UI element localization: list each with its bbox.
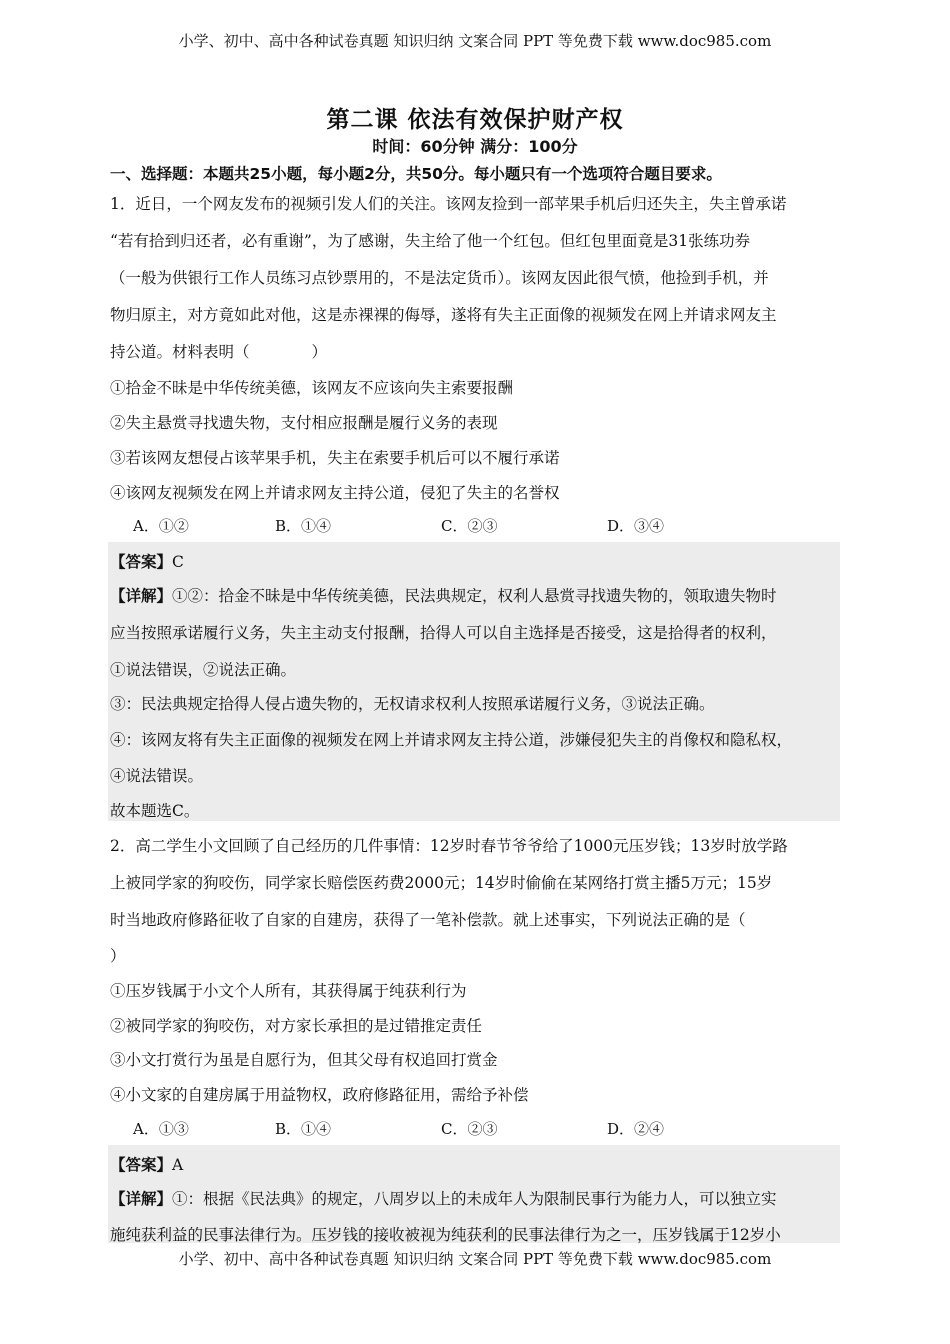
q2-statement: ②被同学家的狗咬伤，对方家长承担的是过错推定责任: [110, 1017, 483, 1035]
q1-options: [133, 515, 833, 537]
option-a[interactable]: A．①②: [133, 517, 189, 535]
q2-options: [133, 1118, 833, 1140]
q2-explain: [110, 1187, 777, 1209]
q1-explain: [110, 584, 777, 606]
option-d[interactable]: D．②④: [607, 1120, 665, 1138]
page-title: 第二课 依法有效保护财产权: [326, 107, 624, 133]
option-a[interactable]: A．①③: [133, 1120, 189, 1138]
q1-statement: ②失主悬赏寻找遗失物，支付相应报酬是履行义务的表现: [110, 414, 498, 432]
option-b[interactable]: B．①④: [275, 1120, 332, 1138]
option-d[interactable]: D．③④: [607, 517, 665, 535]
q1-line: 物归原主，对方竟如此对他，这是赤裸裸的侮辱，遂将有失主正面像的视频发在网上并请求网友主: [110, 306, 777, 324]
q1-explain-line: ④：该网友将有失主正面像的视频发在网上并请求网友主持公道，涉嫌侵犯失主的肖像权和隐私权，: [110, 731, 793, 749]
q2-answer: [110, 1153, 183, 1175]
q2-statement: ③小文打赏行为虽是自愿行为，但其父母有权追回打赏金: [110, 1051, 498, 1069]
q1-statement: ③若该网友想侵占该苹果手机，失主在索要手机后可以不履行承诺: [110, 449, 560, 467]
q2-statement: ④小文家的自建房属于用益物权，政府修路征用，需给予补偿: [110, 1086, 529, 1104]
section-heading: 一、选择题：本题共25小题，每小题2分，共50分。每小题只有一个选项符合题目要求。: [110, 165, 722, 183]
q1-statement: ④该网友视频发在网上并请求网友主持公道，侵犯了失主的名誉权: [110, 484, 560, 502]
q2-line: ）: [110, 947, 126, 965]
explain-label: 【详解】: [110, 1190, 173, 1208]
explain-text: ①：根据《民法典》的规定，八周岁以上的未成年人为限制民事行为能力人，可以独立实: [172, 1190, 777, 1208]
q1-line: 1．近日，一个网友发布的视频引发人们的关注。该网友捡到一部苹果手机后归还失主，失主曾承诺: [110, 195, 787, 213]
option-b[interactable]: B．①④: [275, 517, 332, 535]
explain-label: 【详解】: [110, 587, 173, 605]
q2-line: 上被同学家的狗咬伤，同学家长赔偿医药费2000元；14岁时偷偷在某网络打赏主播5万元；15岁: [110, 874, 773, 892]
q1-answer: [110, 550, 184, 572]
page-header: 小学、初中、高中各种试卷真题 知识归纳 文案合同 PPT 等免费下载 www.doc985.com: [178, 32, 772, 50]
q2-statement: ①压岁钱属于小文个人所有，其获得属于纯获利行为: [110, 982, 467, 1000]
option-c[interactable]: C．②③: [441, 1120, 498, 1138]
q1-explain-line: ③：民法典规定拾得人侵占遗失物的，无权请求权利人按照承诺履行义务，③说法正确。: [110, 695, 715, 713]
q1-explain-line: ④说法错误。: [110, 767, 204, 785]
q2-explain-line: 施纯获利益的民事法律行为。压岁钱的接收被视为纯获利的民事法律行为之一，压岁钱属于12岁小: [110, 1226, 781, 1244]
answer-label: 【答案】: [110, 553, 173, 571]
answer-value: A: [172, 1156, 184, 1174]
explain-text: ①②：拾金不昧是中华传统美德，民法典规定，权利人悬赏寻找遗失物的，领取遗失物时: [172, 587, 777, 605]
q1-explain-line: 故本题选C。: [110, 802, 200, 820]
q2-line: 2．高二学生小文回顾了自己经历的几件事情：12岁时春节爷爷给了1000元压岁钱；13岁时放学路: [110, 837, 788, 855]
q1-explain-line: 应当按照承诺履行义务，失主主动支付报酬，拾得人可以自主选择是否接受，这是拾得者的权利，: [110, 624, 777, 642]
answer-label: 【答案】: [110, 1156, 173, 1174]
answer-value: C: [172, 553, 184, 571]
q1-line: 持公道。材料表明（ ）: [110, 343, 328, 361]
q1-explain-line: ①说法错误，②说法正确。: [110, 661, 297, 679]
q1-statement: ①拾金不昧是中华传统美德，该网友不应该向失主索要报酬: [110, 379, 514, 397]
q1-line: “若有拾到归还者，必有重谢”，为了感谢，失主给了他一个红包。但红包里面竟是31张练功券: [110, 232, 751, 250]
exam-info: 时间：60分钟 满分：100分: [372, 137, 578, 156]
page-footer: 小学、初中、高中各种试卷真题 知识归纳 文案合同 PPT 等免费下载 www.doc985.com: [178, 1250, 772, 1268]
option-c[interactable]: C．②③: [441, 517, 498, 535]
q2-line: 时当地政府修路征收了自家的自建房，获得了一笔补偿款。就上述事实，下列说法正确的是（: [110, 911, 746, 929]
q1-line: （一般为供银行工作人员练习点钞票用的，不是法定货币）。该网友因此很气愤，他捡到手机，并: [110, 269, 769, 287]
